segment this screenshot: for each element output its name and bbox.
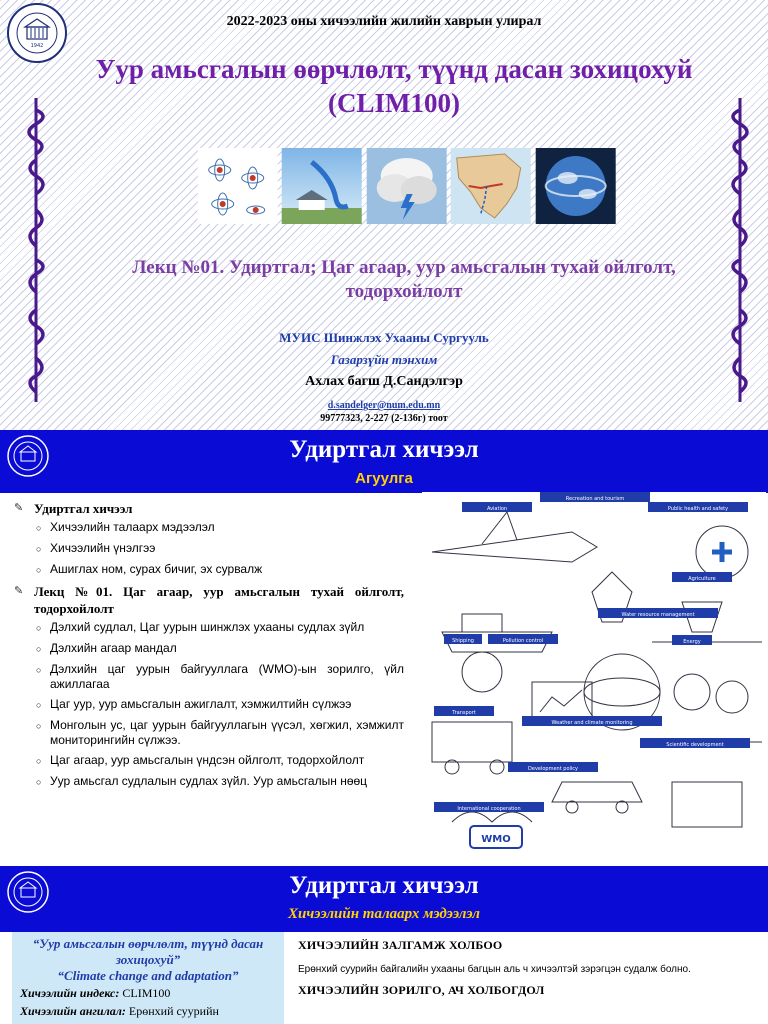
circle-bullet-icon: ○ — [36, 623, 42, 633]
course-category — [20, 1002, 276, 1020]
atoms-icon — [197, 148, 278, 224]
svg-text:Transport: Transport — [452, 710, 476, 716]
slide-subtitle: Хичээлийн талаарх мэдээлэл — [288, 906, 480, 922]
university-seal-icon — [6, 2, 68, 64]
title-slide — [0, 0, 768, 430]
slide-title: Удиртгал хичээл — [289, 872, 479, 899]
svg-text:Public health and safety: Public health and safety — [667, 506, 729, 512]
course-info-slide — [0, 866, 768, 1024]
svg-text:International cooperation: International cooperation — [457, 806, 521, 812]
slide-title: Удиртгал хичээл — [289, 436, 479, 463]
course-category-value: Ерөнхий суурийн — [128, 1004, 219, 1018]
contents-outline — [14, 500, 404, 795]
slide-header — [0, 866, 768, 932]
outline-section — [14, 500, 404, 517]
circle-bullet-icon: ○ — [36, 756, 42, 766]
svg-text:Shipping: Shipping — [452, 638, 474, 644]
course-name-en: “Climate change and adaptation” — [57, 968, 239, 983]
academic-year: 2022-2023 оны хичээлийн жилийн хаврын улирал — [226, 14, 542, 29]
svg-text:Water resource management: Water resource management — [621, 612, 695, 618]
house-wind-icon — [281, 148, 362, 224]
circle-bullet-icon: ○ — [36, 665, 42, 675]
svg-text:1942: 1942 — [30, 43, 44, 49]
outline-list — [36, 520, 404, 578]
globe-satellite-icon — [535, 148, 616, 224]
circle-bullet-icon: ○ — [36, 721, 42, 731]
circle-bullet-icon: ○ — [36, 700, 42, 710]
school-name: МУИС Шинжлэх Ухааны Сургууль — [279, 330, 489, 345]
instructor-name: Ахлах багш Д.Сандэлгэр — [305, 374, 463, 389]
section-label: Лекц №01. Цаг агаар, уур амьсгалын тухай ойлголт, тодорхойлолт — [34, 584, 404, 616]
svg-text:Agriculture: Agriculture — [688, 576, 716, 582]
circle-bullet-icon: ○ — [36, 565, 42, 575]
slide-subtitle: Агуулга — [355, 470, 413, 487]
course-index-label: Хичээлийн индекс: — [20, 986, 120, 1000]
course-index-value: CLIM100 — [122, 986, 171, 1000]
contents-slide — [0, 430, 768, 866]
storm-cloud-icon — [366, 148, 447, 224]
pen-bullet-icon: ✎ — [14, 502, 24, 514]
course-title: Уур амьсгалын өөрчлөлт, түүнд дасан зохицохуй (CLIM100) — [95, 54, 693, 118]
circle-bullet-icon: ○ — [36, 777, 42, 787]
list-item: ○ Уур амьсгал судлалын судлах зүйл. Уур амьсгалын нөөц — [36, 774, 368, 788]
list-item: ○ Хичээлийн талаарх мэдээлэл — [36, 520, 215, 534]
circle-bullet-icon: ○ — [36, 544, 42, 554]
circle-bullet-icon: ○ — [36, 644, 42, 654]
list-item: ○ Цаг агаар, уур амьсгалын үндсэн ойлголт, тодорхойлолт — [36, 753, 365, 767]
list-item: ○ Дэлхий судлал, Цаг уурын шинжлэх ухааны судлах зүйл — [36, 620, 365, 634]
svg-text:Recreation and tourism: Recreation and tourism — [565, 496, 625, 502]
svg-text:Energy: Energy — [683, 639, 701, 645]
outline-section — [14, 583, 404, 617]
course-name-mn: “Уур амьсгалын өөрчлөлт, түүнд дасан зохицохуй” — [32, 936, 264, 967]
lecture-title: Лекц №01. Удиртгал; Цаг агаар, уур амьсгалын тухай ойлголт, тодорхойлолт — [132, 257, 676, 302]
svg-text:Pollution control: Pollution control — [502, 638, 544, 644]
section-heading: ХИЧЭЭЛИЙН ЗАЛГАМЖ ХОЛБОО — [298, 938, 503, 952]
list-item: ○ Дэлхийн агаар мандал — [36, 641, 177, 655]
course-info-box — [12, 932, 284, 1024]
svg-text:Weather and climate monitoring: Weather and climate monitoring — [551, 720, 633, 726]
course-image-strip — [197, 148, 616, 224]
list-item: ○ Монголын ус, цаг уурын байгууллагын үүсэл, хөгжил, хэмжилт мониторингийн сүлжээ. — [36, 718, 404, 747]
section-label: Удиртгал хичээл — [34, 501, 133, 516]
phone-number: 99777323, 2-227 (2-136г) тоот — [320, 413, 448, 424]
circle-bullet-icon: ○ — [36, 523, 42, 533]
svg-text:WMO: WMO — [481, 834, 511, 845]
list-item: ○ Дэлхийн цаг уурын байгууллага (WMO)-ын зорилго, үйл ажиллагаа — [36, 662, 404, 691]
section-text: Ерөнхий суурийн байгалийн ухааны багцын аль ч хичээлтэй зэрэгцэн судалж болно. — [298, 964, 691, 975]
department-name: Газарзүйн тэнхим — [330, 352, 438, 367]
svg-text:Aviation: Aviation — [486, 506, 508, 512]
pen-bullet-icon: ✎ — [14, 585, 24, 597]
course-category-label: Хичээлийн ангилал: — [20, 1004, 126, 1018]
list-item: ○ Ашиглах ном, сурах бичиг, эх сурвалж — [36, 562, 263, 576]
list-item: ○ Хичээлийн үнэлгээ — [36, 541, 156, 555]
svg-text:Scientific development: Scientific development — [666, 742, 724, 748]
email-link[interactable]: d.sandelger@num.edu.mn — [327, 400, 441, 411]
course-description — [298, 938, 758, 1006]
outline-list — [36, 620, 404, 790]
north-america-front-map-icon — [450, 148, 531, 224]
section-heading: ХИЧЭЭЛИЙН ЗОРИЛГО, АЧ ХОЛБОГДОЛ — [298, 983, 545, 997]
course-index — [20, 984, 276, 1002]
wmo-activities-illustration — [422, 492, 766, 864]
svg-text:Development policy: Development policy — [528, 766, 578, 772]
slide-header — [0, 430, 768, 493]
list-item: ○ Цаг уур, уур амьсгалын ажиглалт, хэмжилтийн сүлжээ — [36, 697, 352, 711]
